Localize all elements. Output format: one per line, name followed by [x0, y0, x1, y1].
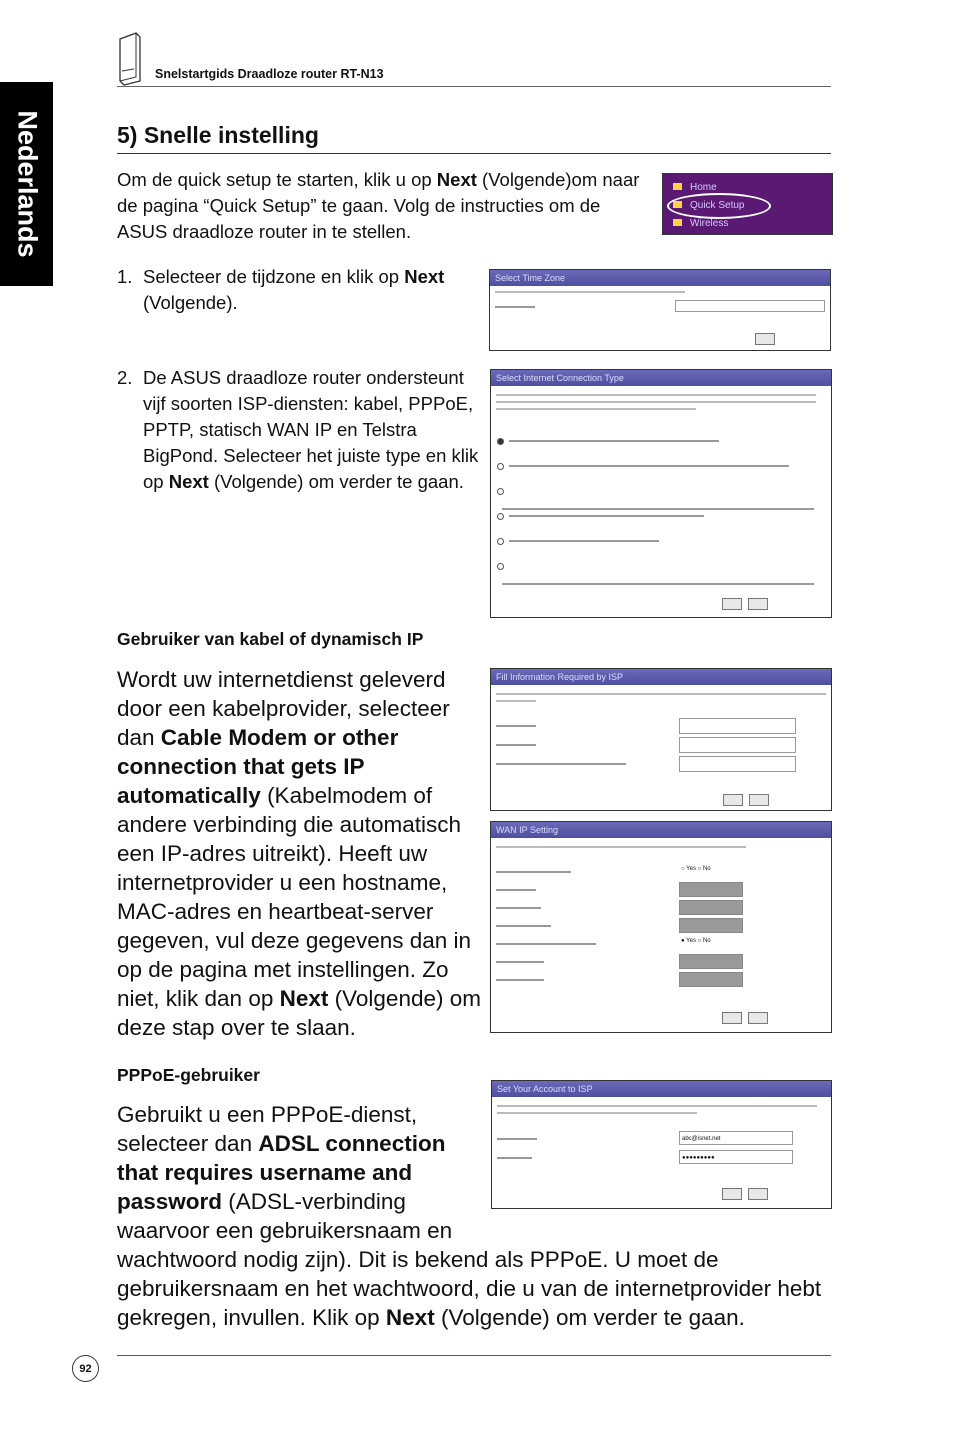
section-title: 5) Snelle instelling: [117, 122, 319, 148]
pppoe-heading: PPPoE-gebruiker: [117, 1065, 260, 1085]
router-icon: [116, 31, 144, 87]
step-2: 2. De ASUS draadloze router ondersteunt vijf soorten ISP-diensten: kabel, PPPoE, PPTP, statisch WAN IP en Telstra BigPond. Selecteer het juiste type en klik op Next (Volgende) om verder te gaan.: [117, 367, 479, 492]
menu-screenshot: [662, 173, 833, 235]
password-field: ●●●●●●●●●: [679, 1150, 793, 1164]
cable-heading: Gebruiker van kabel of dynamisch IP: [117, 629, 424, 649]
timezone-screenshot: Select Time Zone: [489, 269, 831, 351]
menu-item-quick-setup: Quick Setup: [673, 197, 744, 215]
menu-item-wireless: Wireless: [673, 215, 744, 233]
header-title: Snelstartgids Draadloze router RT-N13: [155, 67, 384, 81]
account-screenshot: Set Your Account to ISP abc@isnet.net ●●●●●●●●●: [491, 1080, 832, 1209]
header-rule: [117, 86, 831, 87]
intro-paragraph: Om de quick setup te starten, klik u op Next (Volgende)om naar de pagina “Quick Setup” te gaan. Volg de instructies om de ASUS draadloze router in te stellen.: [117, 169, 640, 242]
isp-info-screenshot: Fill Information Required by ISP: [490, 668, 832, 811]
pppoe-paragraph: Gebruikt u een PPPoE-dienst, selecteer dan ADSL connection that requires username and password (ADSL-verbinding waarvoor een gebruikersnaam en wachtwoord nodig zijn). Dit is bekend als PPPoE. U moet de gebruikersnaam en het wachtwoord, die u van de internetprovider hebt gekregen, invullen. Klik op Next (Volgende) om verder te gaan.: [117, 1102, 822, 1330]
language-tab: [0, 82, 53, 286]
menu-item-home: Home: [673, 179, 744, 197]
language-label: Nederlands: [12, 110, 42, 258]
username-field: abc@isnet.net: [679, 1131, 793, 1145]
footer-rule: [117, 1355, 831, 1356]
cable-paragraph: Wordt uw internetdienst geleverd door een kabelprovider, selecteer dan Cable Modem or other connection that gets IP automatically (Kabelmodem of andere verbinding die automatisch een IP-adres uitreikt). Heeft uw internetprovider u een hostname, MAC-adres en heartbeat-server gegeven, vul deze gegevens dan in op de pagina met instellingen. Zo niet, klik dan op Next (Volgende) om deze stap over te slaan.: [117, 667, 481, 1040]
step-1: 1. Selecteer de tijdzone en klik op Next (Volgende).: [117, 266, 445, 313]
connection-type-screenshot: Select Internet Connection Type: [490, 369, 832, 618]
section-rule: [117, 153, 831, 154]
page-number: 92: [72, 1355, 99, 1382]
wan-ip-screenshot: WAN IP Setting ○ Yes ○ No ● Yes ○ No: [490, 821, 832, 1033]
